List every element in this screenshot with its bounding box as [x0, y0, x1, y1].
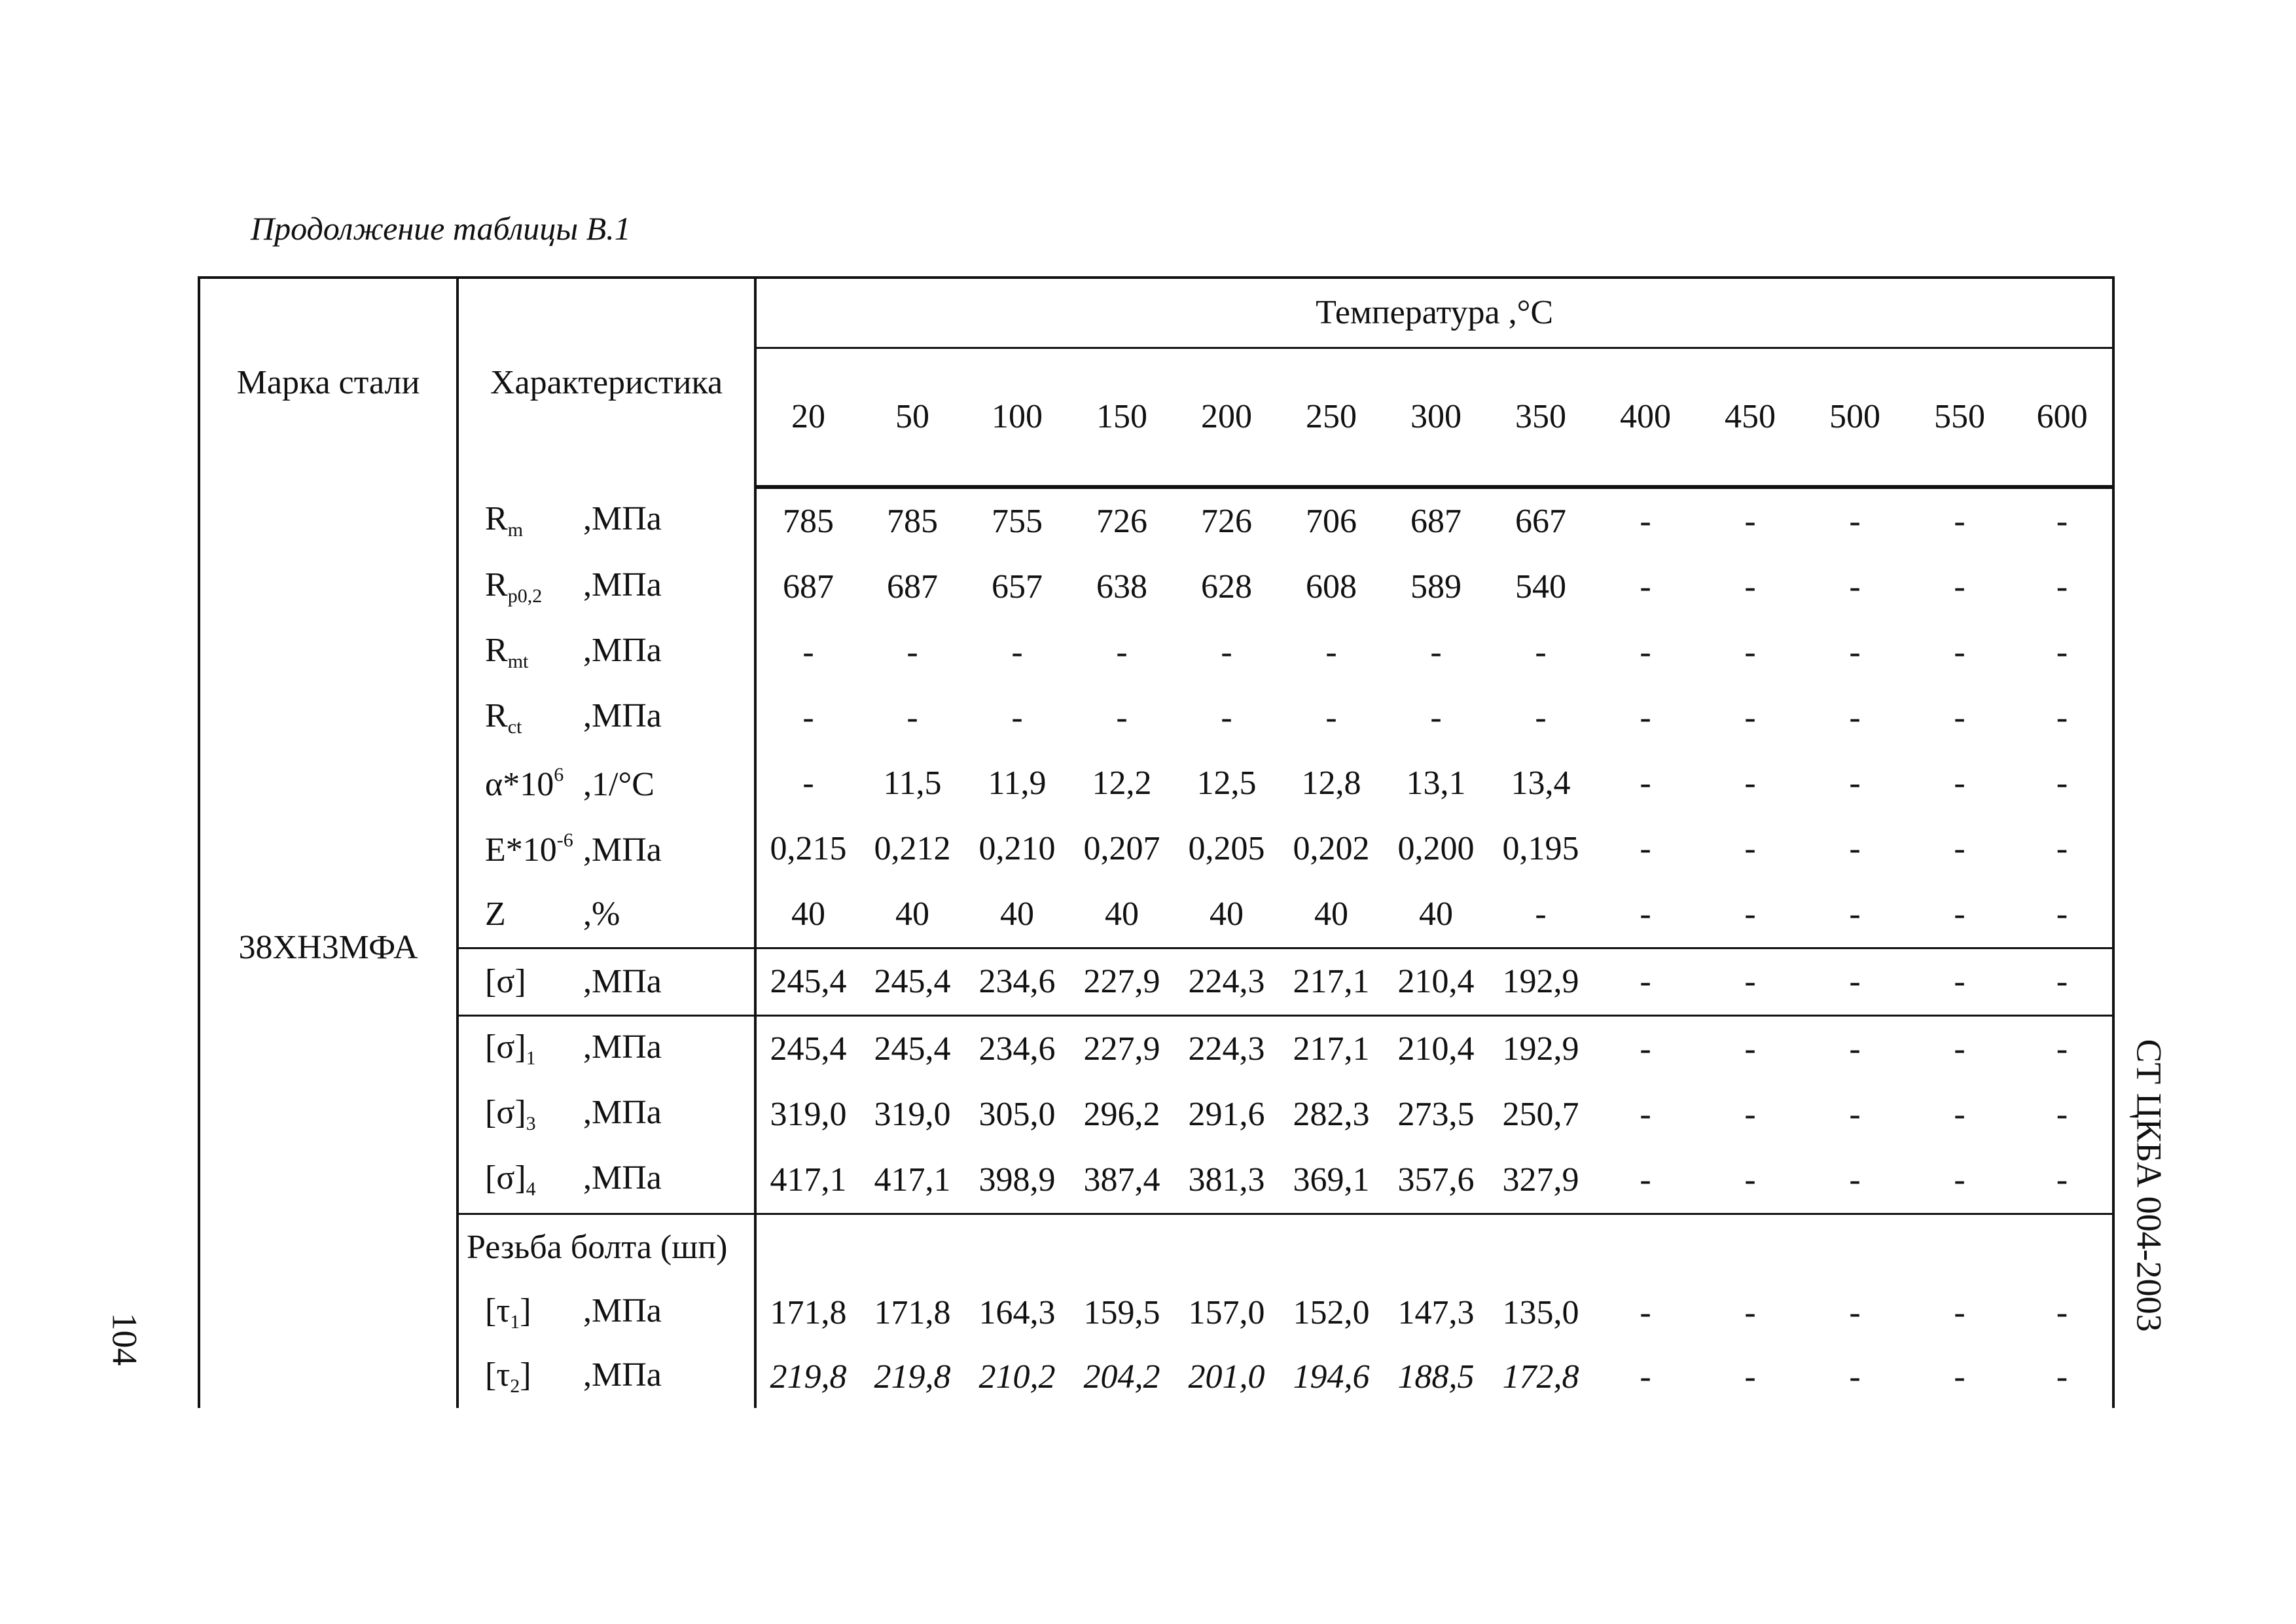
value-cell: - — [1640, 634, 1651, 671]
temperature-header-cell: 600 — [2012, 348, 2113, 488]
value-cell: - — [2012, 948, 2113, 1016]
characteristic-cell — [457, 1346, 755, 1408]
value-cell: 171,8 — [770, 1294, 847, 1331]
value-cell: 188,5 — [1397, 1358, 1475, 1396]
value-cell: - — [1803, 882, 1907, 948]
value-cell: 152,0 — [1293, 1294, 1370, 1331]
value-cell: 0,205 — [1188, 830, 1265, 867]
value-cell: - — [1849, 1096, 1861, 1133]
value-cell: 381,3 — [1174, 1147, 1279, 1214]
value-cell: 217,1 — [1279, 948, 1384, 1016]
value-cell: - — [1640, 1030, 1651, 1068]
value-cell: 40 — [1384, 882, 1488, 948]
steel-grade: 38ХН3МФА — [199, 487, 457, 1408]
value-cell: - — [1698, 882, 1803, 948]
value-cell: 273,5 — [1397, 1096, 1475, 1133]
value-cell: 172,8 — [1502, 1358, 1579, 1396]
characteristic-symbol: $[\sigma]_3$ — [485, 1094, 536, 1134]
value-cell: 417,1 — [860, 1147, 965, 1214]
table-caption: Продолжение таблицы В.1 — [251, 210, 631, 247]
value-cell: 0,195 — [1502, 830, 1579, 867]
characteristic-symbol: $R_{mt}$ — [485, 632, 529, 672]
value-cell: - — [1593, 882, 1698, 948]
value-cell: 282,3 — [1293, 1096, 1370, 1133]
table-row — [199, 620, 2113, 685]
value-cell: - — [1744, 765, 1756, 802]
value-cell: 0,200 — [1397, 830, 1475, 867]
value-cell: - — [1011, 699, 1023, 736]
characteristic-unit: ,МПа — [583, 1094, 662, 1131]
value-cell: - — [1907, 882, 2012, 948]
characteristic-symbol: [σ] — [485, 963, 526, 1000]
value-cell: - — [1954, 503, 1965, 540]
thread-label-row — [199, 1214, 2113, 1281]
table-row — [199, 882, 2113, 948]
characteristic-symbol: $R_{ct}$ — [485, 697, 522, 738]
table-row — [199, 1147, 2113, 1214]
value-cell: - — [2012, 1280, 2113, 1346]
value-cell: - — [1954, 1030, 1965, 1068]
value-cell: 398,9 — [965, 1147, 1069, 1214]
characteristic-cell — [457, 554, 755, 620]
value-cell: 11,9 — [988, 765, 1047, 802]
value-cell: - — [1640, 765, 1651, 802]
characteristic-unit: ,МПа — [583, 1159, 662, 1197]
value-cell: 194,6 — [1293, 1358, 1370, 1396]
value-cell: - — [2012, 816, 2113, 882]
value-cell: - — [1849, 634, 1861, 671]
characteristic-unit: ,МПа — [583, 632, 662, 669]
value-cell: 204,2 — [1083, 1358, 1160, 1396]
value-cell: - — [1325, 699, 1337, 736]
value-cell: 210,2 — [978, 1358, 1056, 1396]
value-cell: 755 — [992, 503, 1043, 540]
value-cell: - — [1116, 634, 1128, 671]
value-cell: 164,3 — [978, 1294, 1056, 1331]
characteristic-unit: ,МПа — [583, 831, 662, 869]
value-cell: 638 — [1096, 568, 1147, 605]
value-cell: 687 — [887, 568, 938, 605]
value-cell: - — [1954, 699, 1965, 736]
temperature-header-cell: 550 — [1907, 348, 2012, 488]
characteristic-symbol: $E*10^{-6}$ — [485, 829, 573, 869]
value-cell: 13,4 — [1511, 765, 1571, 802]
characteristic-cell — [457, 1147, 755, 1214]
value-cell: - — [802, 699, 814, 736]
value-cell: - — [1593, 1147, 1698, 1214]
value-cell: 319,0 — [770, 1096, 847, 1133]
value-cell: 147,3 — [1397, 1294, 1475, 1331]
value-cell: - — [1698, 948, 1803, 1016]
value-cell: 291,6 — [1188, 1096, 1265, 1133]
value-cell: 357,6 — [1384, 1147, 1488, 1214]
value-cell: - — [1221, 634, 1232, 671]
value-cell: 159,5 — [1083, 1294, 1160, 1331]
steel-properties-table — [198, 276, 2115, 1408]
value-cell: - — [1849, 1358, 1861, 1396]
value-cell: - — [1011, 634, 1023, 671]
value-cell: - — [1698, 1147, 1803, 1214]
value-cell: - — [1488, 882, 1593, 948]
value-cell: - — [1954, 1096, 1965, 1133]
value-cell: 305,0 — [978, 1096, 1056, 1133]
table-row — [199, 816, 2113, 882]
value-cell: 628 — [1201, 568, 1252, 605]
characteristic-unit: ,1/°С — [583, 766, 655, 803]
value-cell: 0,202 — [1293, 830, 1370, 867]
temperature-header-cell: 400 — [1593, 348, 1698, 488]
value-cell: 245,4 — [770, 1030, 847, 1068]
value-cell: 589 — [1410, 568, 1462, 605]
value-cell: - — [1640, 1358, 1651, 1396]
value-cell: 157,0 — [1188, 1294, 1265, 1331]
characteristic-cell — [457, 487, 755, 554]
temperature-header-cell: 500 — [1803, 348, 1907, 488]
value-cell: - — [2012, 751, 2113, 816]
value-cell: 0,212 — [874, 830, 951, 867]
value-cell: 0,215 — [770, 830, 847, 867]
characteristic-cell — [457, 882, 755, 948]
value-cell: 369,1 — [1279, 1147, 1384, 1214]
characteristic-symbol: $R_m$ — [485, 499, 524, 541]
value-cell: 224,3 — [1174, 948, 1279, 1016]
value-cell: 250,7 — [1502, 1096, 1579, 1133]
value-cell: 40 — [1069, 882, 1174, 948]
table-row — [199, 751, 2113, 816]
value-cell: 210,4 — [1397, 1030, 1475, 1068]
characteristic-symbol: $\alpha*10^6$ — [485, 764, 564, 803]
temperature-header-cell: 300 — [1384, 348, 1488, 488]
thread-label: Резьба болта (шп) — [457, 1214, 755, 1281]
value-cell: 245,4 — [874, 1030, 951, 1068]
value-cell: 40 — [965, 882, 1069, 948]
characteristic-unit: ,МПа — [583, 1028, 662, 1066]
value-cell: 224,3 — [1188, 1030, 1265, 1068]
value-cell: 327,9 — [1488, 1147, 1593, 1214]
value-cell: - — [1221, 699, 1232, 736]
value-cell: - — [1907, 948, 2012, 1016]
value-cell: - — [1640, 1294, 1651, 1331]
value-cell: 234,6 — [978, 1030, 1056, 1068]
value-cell: 13,1 — [1406, 765, 1466, 802]
value-cell: - — [1803, 1147, 1907, 1214]
characteristic-symbol: $R_{p0,2}$ — [485, 566, 543, 607]
value-cell: - — [1430, 699, 1442, 736]
value-cell: 135,0 — [1502, 1294, 1579, 1331]
value-cell: - — [1954, 1294, 1965, 1331]
value-cell: 726 — [1201, 503, 1252, 540]
value-cell: - — [1535, 634, 1547, 671]
value-cell: - — [2012, 620, 2113, 685]
characteristic-unit: ,МПа — [583, 566, 662, 604]
value-cell: - — [2012, 487, 2113, 554]
value-cell: - — [1430, 634, 1442, 671]
value-cell: 687 — [783, 568, 834, 605]
characteristic-unit: ,МПа — [583, 1292, 662, 1329]
value-cell: - — [1744, 1096, 1756, 1133]
temperature-header-cell: 20 — [755, 348, 860, 488]
value-cell: 319,0 — [874, 1096, 951, 1133]
value-cell: - — [1849, 1294, 1861, 1331]
value-cell: 171,8 — [874, 1294, 951, 1331]
value-cell: - — [1907, 1147, 2012, 1214]
value-cell: 40 — [860, 882, 965, 948]
value-cell: - — [1116, 699, 1128, 736]
value-cell: 227,9 — [1069, 948, 1174, 1016]
value-cell: 192,9 — [1488, 948, 1593, 1016]
table-row — [199, 1280, 2113, 1346]
value-cell: 0,210 — [978, 830, 1056, 867]
characteristic-symbol: $[\sigma]_1$ — [485, 1028, 536, 1069]
value-cell: 687 — [1410, 503, 1462, 540]
value-cell: 657 — [992, 568, 1043, 605]
value-cell: - — [1744, 1358, 1756, 1396]
value-cell: - — [1849, 503, 1861, 540]
value-cell: - — [1849, 568, 1861, 605]
value-cell: 245,4 — [755, 948, 860, 1016]
value-cell: - — [1640, 503, 1651, 540]
empty-cell — [755, 1214, 2113, 1281]
characteristic-cell — [457, 685, 755, 751]
value-cell: 706 — [1306, 503, 1357, 540]
value-cell: - — [1954, 830, 1965, 867]
characteristic-cell — [457, 816, 755, 882]
value-cell: - — [2012, 1082, 2113, 1147]
value-cell: 210,4 — [1384, 948, 1488, 1016]
value-cell: - — [1744, 1030, 1756, 1068]
characteristic-cell — [457, 751, 755, 816]
value-cell: 667 — [1515, 503, 1566, 540]
header-grade: Марка стали — [199, 278, 457, 487]
value-cell: 245,4 — [860, 948, 965, 1016]
value-cell: 11,5 — [883, 765, 942, 802]
value-cell: - — [1744, 634, 1756, 671]
temperature-header-cell: 50 — [860, 348, 965, 488]
value-cell: 227,9 — [1083, 1030, 1160, 1068]
value-cell: - — [906, 699, 918, 736]
value-cell: - — [1849, 1030, 1861, 1068]
value-cell: - — [1325, 634, 1337, 671]
header-temperature: Температура ,°С — [755, 278, 2113, 348]
value-cell: 40 — [1174, 882, 1279, 948]
value-cell: - — [1640, 568, 1651, 605]
value-cell: 12,8 — [1301, 765, 1361, 802]
characteristic-symbol: $[\sigma]_4$ — [485, 1159, 536, 1200]
value-cell: 0,207 — [1083, 830, 1160, 867]
characteristic-cell — [457, 1016, 755, 1083]
value-cell: 12,5 — [1196, 765, 1257, 802]
value-cell: 192,9 — [1502, 1030, 1579, 1068]
table-row — [199, 1016, 2113, 1083]
value-cell: 387,4 — [1069, 1147, 1174, 1214]
value-cell: - — [1640, 699, 1651, 736]
value-cell: 785 — [783, 503, 834, 540]
value-cell: 785 — [887, 503, 938, 540]
table-row — [199, 685, 2113, 751]
value-cell: 417,1 — [755, 1147, 860, 1214]
characteristic-symbol: $[\tau_2]$ — [485, 1356, 531, 1397]
value-cell: 217,1 — [1293, 1030, 1370, 1068]
table-row — [199, 948, 2113, 1016]
value-cell: - — [1744, 568, 1756, 605]
value-cell: - — [1954, 1358, 1965, 1396]
value-cell: 40 — [755, 882, 860, 948]
value-cell: - — [1803, 948, 1907, 1016]
table-row — [199, 1082, 2113, 1147]
value-cell: - — [1744, 503, 1756, 540]
value-cell: 219,8 — [874, 1358, 951, 1396]
characteristic-unit: ,МПа — [583, 1356, 662, 1394]
value-cell: - — [2012, 1147, 2113, 1214]
value-cell: - — [1744, 699, 1756, 736]
characteristic-unit: ,МПа — [583, 499, 662, 537]
characteristic-cell — [457, 620, 755, 685]
value-cell: 12,2 — [1092, 765, 1152, 802]
value-cell: - — [1744, 830, 1756, 867]
value-cell: - — [1849, 830, 1861, 867]
table-row — [199, 487, 2113, 554]
value-cell: 608 — [1306, 568, 1357, 605]
characteristic-unit: ,МПа — [583, 963, 662, 1000]
value-cell: - — [1954, 765, 1965, 802]
value-cell: - — [1593, 948, 1698, 1016]
value-cell: - — [1535, 699, 1547, 736]
characteristic-symbol: Z — [485, 895, 506, 933]
value-cell: 40 — [1279, 882, 1384, 948]
characteristic-cell — [457, 948, 755, 1016]
characteristic-symbol: $[\tau_1]$ — [485, 1292, 531, 1333]
value-cell: - — [1744, 1294, 1756, 1331]
characteristic-unit: ,% — [583, 895, 620, 933]
temperature-header-cell: 450 — [1698, 348, 1803, 488]
value-cell: 219,8 — [770, 1358, 847, 1396]
header-characteristic: Характеристика — [457, 278, 755, 487]
table-row — [199, 554, 2113, 620]
temperature-header-cell: 350 — [1488, 348, 1593, 488]
value-cell: - — [1640, 1096, 1651, 1133]
value-cell: - — [1849, 699, 1861, 736]
value-cell: - — [1954, 568, 1965, 605]
value-cell: 540 — [1515, 568, 1566, 605]
value-cell: - — [1640, 830, 1651, 867]
value-cell: - — [802, 634, 814, 671]
standard-code: СТ ЦКБА 004-2003 — [2129, 1039, 2169, 1332]
value-cell: 234,6 — [965, 948, 1069, 1016]
value-cell: - — [2012, 882, 2113, 948]
table-row — [199, 1346, 2113, 1408]
value-cell: 726 — [1096, 503, 1147, 540]
value-cell: - — [2012, 554, 2113, 620]
value-cell: - — [2012, 1346, 2113, 1408]
value-cell: - — [2012, 685, 2113, 751]
value-cell: - — [1954, 634, 1965, 671]
page-number: 104 — [105, 1312, 145, 1366]
value-cell: 201,0 — [1188, 1358, 1265, 1396]
temperature-header-cell: 150 — [1069, 348, 1174, 488]
temperature-header-cell: 100 — [965, 348, 1069, 488]
value-cell: - — [906, 634, 918, 671]
characteristic-cell — [457, 1082, 755, 1147]
temperature-header-cell: 250 — [1279, 348, 1384, 488]
value-cell: - — [2012, 1016, 2113, 1083]
value-cell: 296,2 — [1083, 1096, 1160, 1133]
temperature-header-cell: 200 — [1174, 348, 1279, 488]
value-cell: - — [802, 765, 814, 802]
characteristic-unit: ,МПа — [583, 697, 662, 734]
value-cell: - — [1849, 765, 1861, 802]
characteristic-cell — [457, 1280, 755, 1346]
